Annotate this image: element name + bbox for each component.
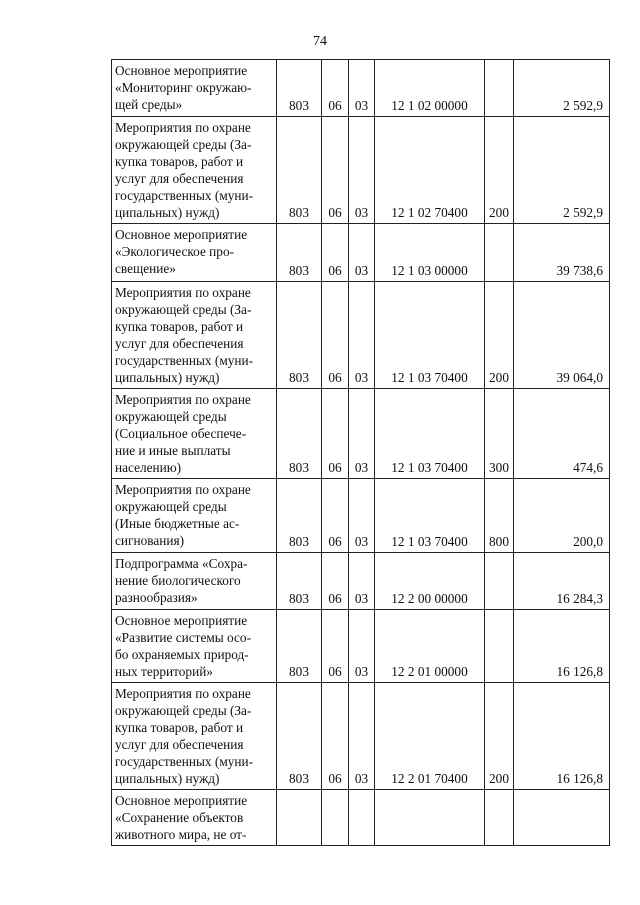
row-description: Основное мероприятие «Сохранение объектов животного мира, не от- <box>112 790 277 846</box>
row-ministry-code: 803 <box>277 282 322 389</box>
row-subsection-code: 03 <box>349 610 375 683</box>
row-amount: 2 592,9 <box>514 60 610 117</box>
row-target-article: 12 1 02 00000 <box>375 60 485 117</box>
table-row <box>112 389 610 479</box>
row-expense-type: 200 <box>485 117 514 224</box>
row-target-article: 12 2 00 00000 <box>375 553 485 610</box>
row-expense-type: 200 <box>485 282 514 389</box>
budget-table <box>111 59 610 846</box>
row-target-article: 12 1 03 00000 <box>375 224 485 282</box>
row-target-article: 12 1 02 70400 <box>375 117 485 224</box>
budget-table-body <box>112 60 610 846</box>
row-description: Мероприятия по охране окружающей среды (Социальное обеспече- ние и иные выплаты населению) <box>112 389 277 479</box>
table-row <box>112 479 610 553</box>
row-expense-type <box>485 60 514 117</box>
row-subsection-code: 03 <box>349 282 375 389</box>
row-ministry-code: 803 <box>277 389 322 479</box>
row-amount: 200,0 <box>514 479 610 553</box>
row-amount: 16 284,3 <box>514 553 610 610</box>
row-expense-type: 800 <box>485 479 514 553</box>
row-ministry-code: 803 <box>277 224 322 282</box>
table-row <box>112 60 610 117</box>
row-description: Мероприятия по охране окружающей среды (За- купка товаров, работ и услуг для обеспечения государственных (муни- ципальных) нужд) <box>112 282 277 389</box>
row-description: Основное мероприятие «Экологическое про- свещение» <box>112 224 277 282</box>
table-row <box>112 282 610 389</box>
row-expense-type: 300 <box>485 389 514 479</box>
row-subsection-code <box>349 790 375 846</box>
row-amount: 39 738,6 <box>514 224 610 282</box>
row-description: Мероприятия по охране окружающей среды (За- купка товаров, работ и услуг для обеспечения государственных (муни- ципальных) нужд) <box>112 683 277 790</box>
row-section-code: 06 <box>322 282 349 389</box>
row-section-code <box>322 790 349 846</box>
row-ministry-code: 803 <box>277 60 322 117</box>
row-expense-type: 200 <box>485 683 514 790</box>
row-subsection-code: 03 <box>349 553 375 610</box>
row-target-article: 12 1 03 70400 <box>375 282 485 389</box>
row-expense-type <box>485 224 514 282</box>
row-amount <box>514 790 610 846</box>
table-row <box>112 610 610 683</box>
row-subsection-code: 03 <box>349 60 375 117</box>
table-row <box>112 224 610 282</box>
row-amount: 474,6 <box>514 389 610 479</box>
row-expense-type <box>485 610 514 683</box>
table-row <box>112 683 610 790</box>
row-expense-type <box>485 790 514 846</box>
row-expense-type <box>485 553 514 610</box>
row-section-code: 06 <box>322 683 349 790</box>
row-amount: 16 126,8 <box>514 683 610 790</box>
row-target-article: 12 2 01 00000 <box>375 610 485 683</box>
row-section-code: 06 <box>322 553 349 610</box>
row-subsection-code: 03 <box>349 117 375 224</box>
row-target-article: 12 1 03 70400 <box>375 479 485 553</box>
row-target-article <box>375 790 485 846</box>
table-row <box>112 553 610 610</box>
row-ministry-code: 803 <box>277 117 322 224</box>
row-amount: 16 126,8 <box>514 610 610 683</box>
row-section-code: 06 <box>322 610 349 683</box>
row-ministry-code: 803 <box>277 479 322 553</box>
row-ministry-code: 803 <box>277 553 322 610</box>
row-ministry-code <box>277 790 322 846</box>
page-number: 74 <box>313 34 327 49</box>
row-section-code: 06 <box>322 60 349 117</box>
row-ministry-code: 803 <box>277 610 322 683</box>
row-description: Мероприятия по охране окружающей среды (За- купка товаров, работ и услуг для обеспечения государственных (муни- ципальных) нужд) <box>112 117 277 224</box>
row-section-code: 06 <box>322 479 349 553</box>
table-row <box>112 790 610 846</box>
row-description: Мероприятия по охране окружающей среды (Иные бюджетные ас- сигнования) <box>112 479 277 553</box>
row-amount: 2 592,9 <box>514 117 610 224</box>
row-amount: 39 064,0 <box>514 282 610 389</box>
row-section-code: 06 <box>322 117 349 224</box>
row-subsection-code: 03 <box>349 389 375 479</box>
row-subsection-code: 03 <box>349 683 375 790</box>
row-target-article: 12 1 03 70400 <box>375 389 485 479</box>
row-section-code: 06 <box>322 224 349 282</box>
row-target-article: 12 2 01 70400 <box>375 683 485 790</box>
row-description: Основное мероприятие «Мониторинг окружаю- щей среды» <box>112 60 277 117</box>
row-description: Подпрограмма «Сохра- нение биологического разнообразия» <box>112 553 277 610</box>
row-subsection-code: 03 <box>349 479 375 553</box>
row-description: Основное мероприятие «Развитие системы осо- бо охраняемых природ- ных территорий» <box>112 610 277 683</box>
row-ministry-code: 803 <box>277 683 322 790</box>
row-section-code: 06 <box>322 389 349 479</box>
table-row <box>112 117 610 224</box>
row-subsection-code: 03 <box>349 224 375 282</box>
